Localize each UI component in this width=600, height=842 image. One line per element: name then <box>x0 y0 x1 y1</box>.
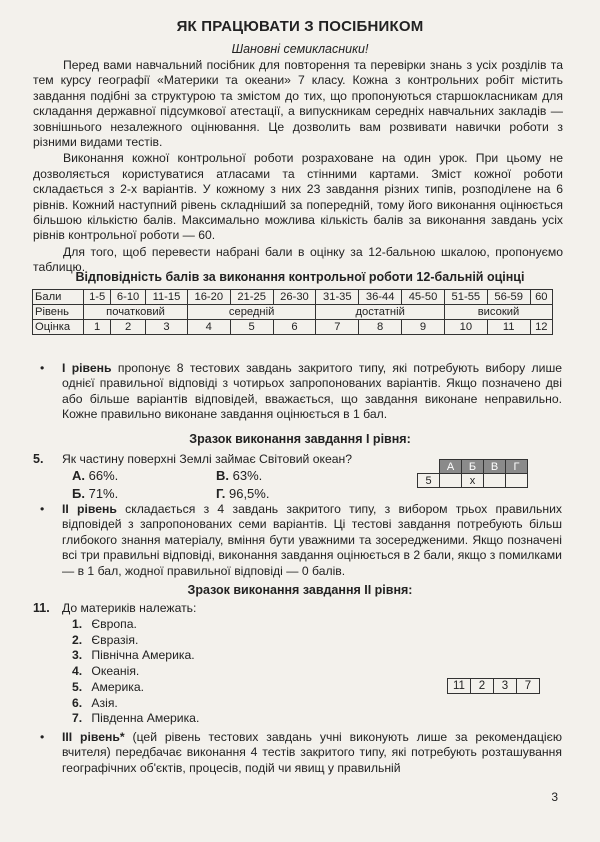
level2-description <box>40 502 563 579</box>
answer-cell <box>506 474 528 488</box>
level1-description <box>40 361 562 423</box>
answer-cell: 2 <box>471 679 494 694</box>
item-number: 4. <box>72 664 83 678</box>
grade-cell: 10 <box>444 320 487 335</box>
grade-cell: 6 <box>273 320 316 335</box>
intro-paragraph: Виконання кожної контрольної роботи розраховане на один урок. При цьому не дозволяється користуватися атласами та стінними картами. Зміст кожної роботи складається з 2-х варіантів. У кожному з них 23 завдання різних типів, розподілене на 6 рівнів. Кожний наступний рівень складніший за попередній, тому його виконання оцінюється більшою кількістю балів. Максимально можлива кількість балів за виконання завдань усіх рівнів контрольної роботи — 60. <box>33 151 563 243</box>
option-letter: В. <box>216 468 229 483</box>
points-cell: 60 <box>530 290 552 305</box>
row-label: Бали <box>33 290 84 305</box>
score-table <box>32 289 553 335</box>
answer-grid-row <box>418 474 528 488</box>
list-item <box>72 711 199 725</box>
points-cell: 45-50 <box>402 290 445 305</box>
option <box>216 468 262 483</box>
option-text: 63%. <box>232 468 263 483</box>
option-text: 66%. <box>88 468 119 483</box>
greeting: Шановні семикласники! <box>231 42 369 56</box>
question-text: До материків належать: <box>62 601 197 615</box>
grade-cell: 3 <box>146 320 188 335</box>
option-letter: Б. <box>72 486 85 501</box>
bullet-icon: • <box>40 730 45 744</box>
grade-cell: 4 <box>187 320 230 335</box>
list-item <box>72 617 137 631</box>
item-text: Південна Америка. <box>91 711 200 725</box>
level-cell: середній <box>187 305 316 320</box>
level-row <box>33 305 553 320</box>
level-cell: високий <box>444 305 552 320</box>
points-cell: 26-30 <box>273 290 316 305</box>
grade-row <box>33 320 553 335</box>
answer-grid-header <box>418 460 528 474</box>
row-label: Оцінка <box>33 320 84 335</box>
sample2-title: Зразок виконання завдання ІІ рівня: <box>187 583 413 597</box>
list-item <box>72 680 144 694</box>
grade-cell: 8 <box>359 320 402 335</box>
answer-cell: х <box>462 474 484 488</box>
points-cell: 11-15 <box>146 290 188 305</box>
item-number: 5. <box>72 680 83 694</box>
points-cell: 56-59 <box>487 290 530 305</box>
list-item <box>72 633 138 647</box>
points-cell: 1-5 <box>84 290 111 305</box>
table-title: Відповідність балів за виконання контрольної роботи 12-бальній оцінці <box>75 270 525 284</box>
option <box>72 486 118 501</box>
list-item <box>72 664 139 678</box>
row-label: Рівень <box>33 305 84 320</box>
list-item <box>72 648 195 662</box>
level-text: складається з 4 завдань закритого типу, з вибором трьох правильних відповідей з запропонованих семи варіантів. Ці тестові завдання потребують більш глибокого знання матеріалу, вміння бути уважними та зосередженими. Якщо позначені всі три правильні відповіді, виконання завдання оцінюється в 2 бали, якщо з помилками — в 1 бал, жодної правильної відповіді — 0 балів. <box>62 502 563 578</box>
grade-cell: 2 <box>111 320 146 335</box>
answer-grid <box>417 459 528 488</box>
item-text: Америка. <box>91 680 145 694</box>
item-text: Океанія. <box>91 664 140 678</box>
item-text: Північна Америка. <box>91 648 195 662</box>
level-text: (цей рівень тестових завдань учні виконують лише за рекомендацією вчителя) передбачає виконання 4 тестів закритого типу, які потребують розташування географічних об'єктів, процесів, подій чи явищ у правильній <box>62 730 562 775</box>
page-number: 3 <box>551 790 558 804</box>
question-number: 5. <box>33 452 44 466</box>
grade-cell: 12 <box>530 320 552 335</box>
item-number: 3. <box>72 648 83 662</box>
points-cell: 6-10 <box>111 290 146 305</box>
item-text: Європа. <box>91 617 137 631</box>
option-text: 96,5%. <box>228 486 270 501</box>
level3-description <box>40 730 562 776</box>
level-label: ІІІ рівень* <box>62 730 125 744</box>
list-item <box>72 696 118 710</box>
grade-cell: 1 <box>84 320 111 335</box>
grade-cell: 5 <box>230 320 273 335</box>
answer-grid-corner <box>418 460 440 474</box>
points-cell: 31-35 <box>316 290 359 305</box>
sample1-title: Зразок виконання завдання І рівня: <box>189 432 411 446</box>
answer-cell <box>484 474 506 488</box>
level-label: ІІ рівень <box>62 502 117 516</box>
answer-cell: 3 <box>494 679 517 694</box>
page-title: ЯК ПРАЦЮВАТИ З ПОСІБНИКОМ <box>176 18 424 35</box>
option-text: 71%. <box>88 486 119 501</box>
answer-cell <box>440 474 462 488</box>
points-cell: 16-20 <box>187 290 230 305</box>
item-text: Євразія. <box>91 633 139 647</box>
item-number: 1. <box>72 617 83 631</box>
option <box>72 468 118 483</box>
level-label: І рівень <box>62 361 112 375</box>
intro-paragraph: Перед вами навчальний посібник для повторення та перевірки знань з усіх розділів та тем курсу географії «Материки та океани» 7 класу. Кожна з контрольних робіт містить завдання подібні за структурою та змістом до тих, що пропонуються старшокласникам для складання державної підсумкової атестації, а випускникам середніх навчальних закладів — зовнішнього незалежного оцінювання. Це дозволить вам розвивати навички роботи з різними видами тестів. <box>33 58 563 150</box>
intro-text <box>33 58 563 277</box>
answer-number: 5 <box>418 474 440 488</box>
points-cell: 36-44 <box>359 290 402 305</box>
answer-letter: Б <box>462 460 484 474</box>
item-number: 7. <box>72 711 83 725</box>
grade-cell: 11 <box>487 320 530 335</box>
points-cell: 51-55 <box>444 290 487 305</box>
option <box>216 486 269 501</box>
level-text: пропонує 8 тестових завдань закритого типу, які потребують вибору лише однієї правильної відповіді з чотирьох запропонованих варіантів. Якщо позначено дві або більше варіантів відповідей, вважається, що завдання виконане неправильно. Кожне правильно виконане завдання оцінюється в 1 бал. <box>62 361 562 422</box>
points-row <box>33 290 553 305</box>
grade-cell: 9 <box>402 320 445 335</box>
answer-letter: Г <box>506 460 528 474</box>
question-text: Як частину поверхні Землі займає Світовий океан? <box>62 452 353 466</box>
option-letter: Г. <box>216 486 226 501</box>
question-number: 11. <box>33 601 50 615</box>
points-cell: 21-25 <box>230 290 273 305</box>
item-number: 6. <box>72 696 83 710</box>
answer-grid <box>447 678 540 694</box>
answer-grid-row <box>448 679 540 694</box>
answer-cell: 7 <box>517 679 540 694</box>
item-number: 2. <box>72 633 83 647</box>
bullet-icon: • <box>40 361 45 375</box>
level-cell: достатній <box>316 305 445 320</box>
option-letter: А. <box>72 468 85 483</box>
answer-number: 11 <box>448 679 471 694</box>
level-cell: початковий <box>84 305 188 320</box>
answer-letter: В <box>484 460 506 474</box>
grade-cell: 7 <box>316 320 359 335</box>
item-text: Азія. <box>91 696 118 710</box>
intro-paragraph: Для того, щоб перевести набрані бали в оцінку за 12-бальною шкалою, пропонуємо таблицю. <box>33 244 563 275</box>
answer-letter: А <box>440 460 462 474</box>
bullet-icon: • <box>40 502 45 516</box>
